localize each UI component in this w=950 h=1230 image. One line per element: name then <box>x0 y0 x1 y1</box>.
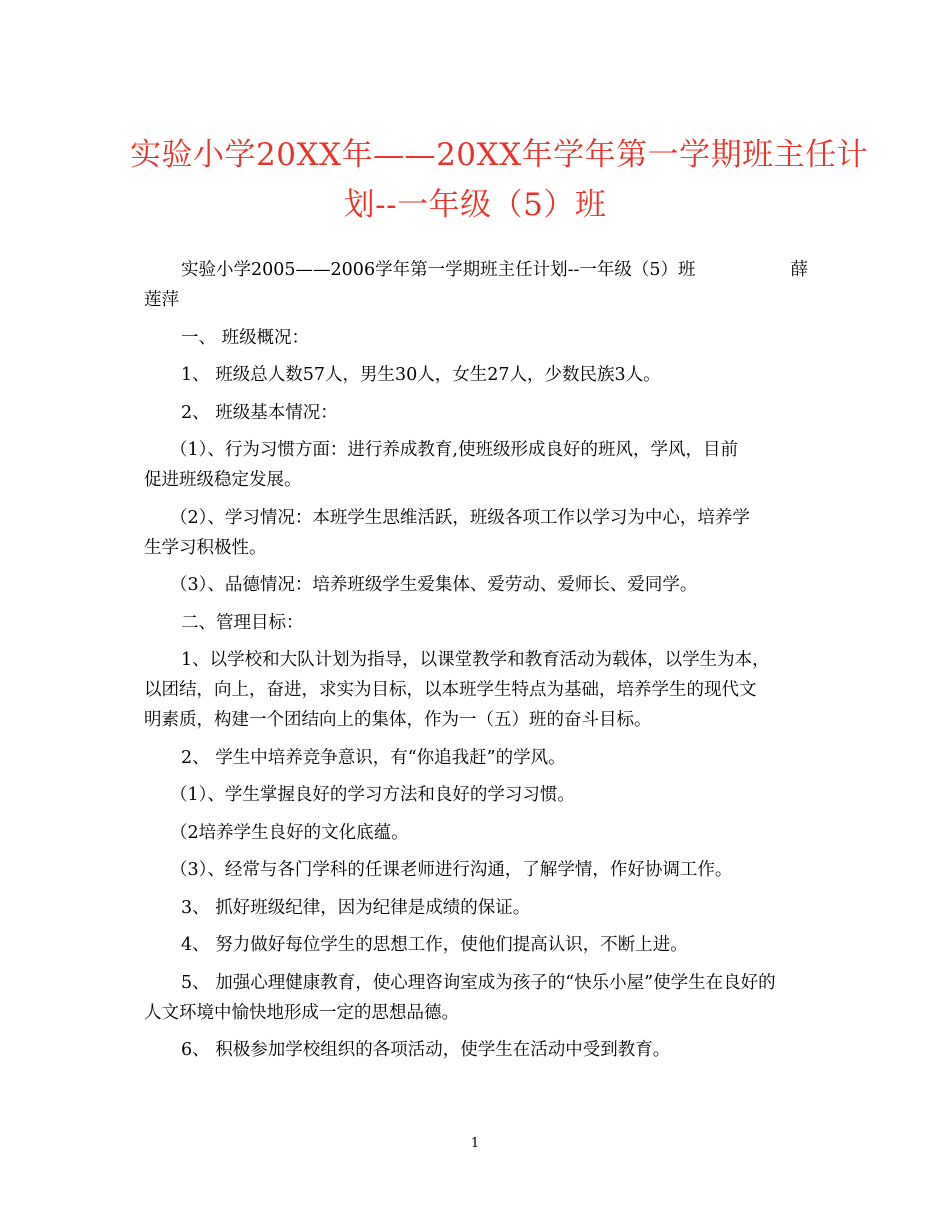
section-1-sub-2-line-1: （2）、学习情况：本班学生思维活跃，班级各项工作以学习为中心，培养学 <box>170 507 750 528</box>
section-2-heading: 二、管理目标： <box>181 612 304 633</box>
section-1-item-2: 2、 班级基本情况： <box>181 402 338 423</box>
section-2-sub-1: （1）、学生掌握良好的学习方法和良好的学习习惯。 <box>170 785 575 805</box>
section-1-sub-2 <box>144 503 808 563</box>
section-1-heading: 一、 班级概况： <box>181 327 310 348</box>
section-2-item-2: 2、 学生中培养竞争意识，有“你追我赶”的学风。 <box>181 747 566 768</box>
section-1-sub-3: （3）、品德情况：培养班级学生爱集体、爱劳动、爱师长、爱同学。 <box>170 575 698 595</box>
header-text: 实验小学2005——2006学年第一学期班主任计划--一年级（5）班 <box>181 260 696 280</box>
section-2-item-1 <box>144 645 808 735</box>
section-2-item-1-line-3: 明素质，构建一个团结向上的集体，作为一（五）班的奋斗目标。 <box>144 710 652 730</box>
section-2-item-5-line-2: 人文环境中愉快地形成一定的思想品德。 <box>144 1002 459 1023</box>
section-2-item-5 <box>144 968 808 1028</box>
document-title <box>130 130 869 230</box>
title-line-1: 实验小学20XX年——20XX年学年第一学期班主任计 <box>130 137 869 173</box>
document-body <box>144 255 808 1073</box>
author-name-first: 薛 <box>790 260 808 280</box>
section-1-item-1: 1、 班级总人数57人，男生30人，女生27人，少数民族3人。 <box>181 365 661 385</box>
section-2-item-5-line-1: 5、 加强心理健康教育，使心理咨询室成为孩子的“快乐小屋”使学生在良好的 <box>181 972 776 993</box>
section-2-item-6: 6、 积极参加学校组织的各项活动，使学生在活动中受到教育。 <box>181 1040 671 1060</box>
section-2-item-1-line-2: 以团结，向上，奋进，求实为目标，以本班学生特点为基础，培养学生的现代文 <box>144 680 757 700</box>
section-1-sub-2-line-2: 生学习积极性。 <box>144 537 267 558</box>
section-2-item-3: 3、 抓好班级纪律，因为纪律是成绩的保证。 <box>181 897 531 918</box>
title-line-2: 划--一年级（5）班 <box>343 187 607 223</box>
section-1-sub-1-line-2: 促进班级稳定发展。 <box>144 470 302 490</box>
section-1-sub-1 <box>144 435 808 495</box>
header-line <box>144 255 808 285</box>
section-1-sub-1-line-1: （1）、行为习惯方面：进行养成教育,使班级形成良好的班风，学风，目前 <box>170 440 738 460</box>
author-name-rest: 莲萍 <box>144 290 179 310</box>
section-2-sub-3: （3）、经常与各门学科的任课老师进行沟通，了解学情，作好协调工作。 <box>170 860 733 880</box>
header-paragraph <box>144 255 808 315</box>
page-number: 1 <box>470 1136 480 1151</box>
section-2-item-4: 4、 努力做好每位学生的思想工作，使他们提高认识，不断上进。 <box>181 935 688 955</box>
section-2-item-1-line-1: 1、以学校和大队计划为指导，以课堂教学和教育活动为载体，以学生为本， <box>181 650 770 670</box>
section-2-sub-2: （2培养学生良好的文化底蕴。 <box>170 822 409 843</box>
